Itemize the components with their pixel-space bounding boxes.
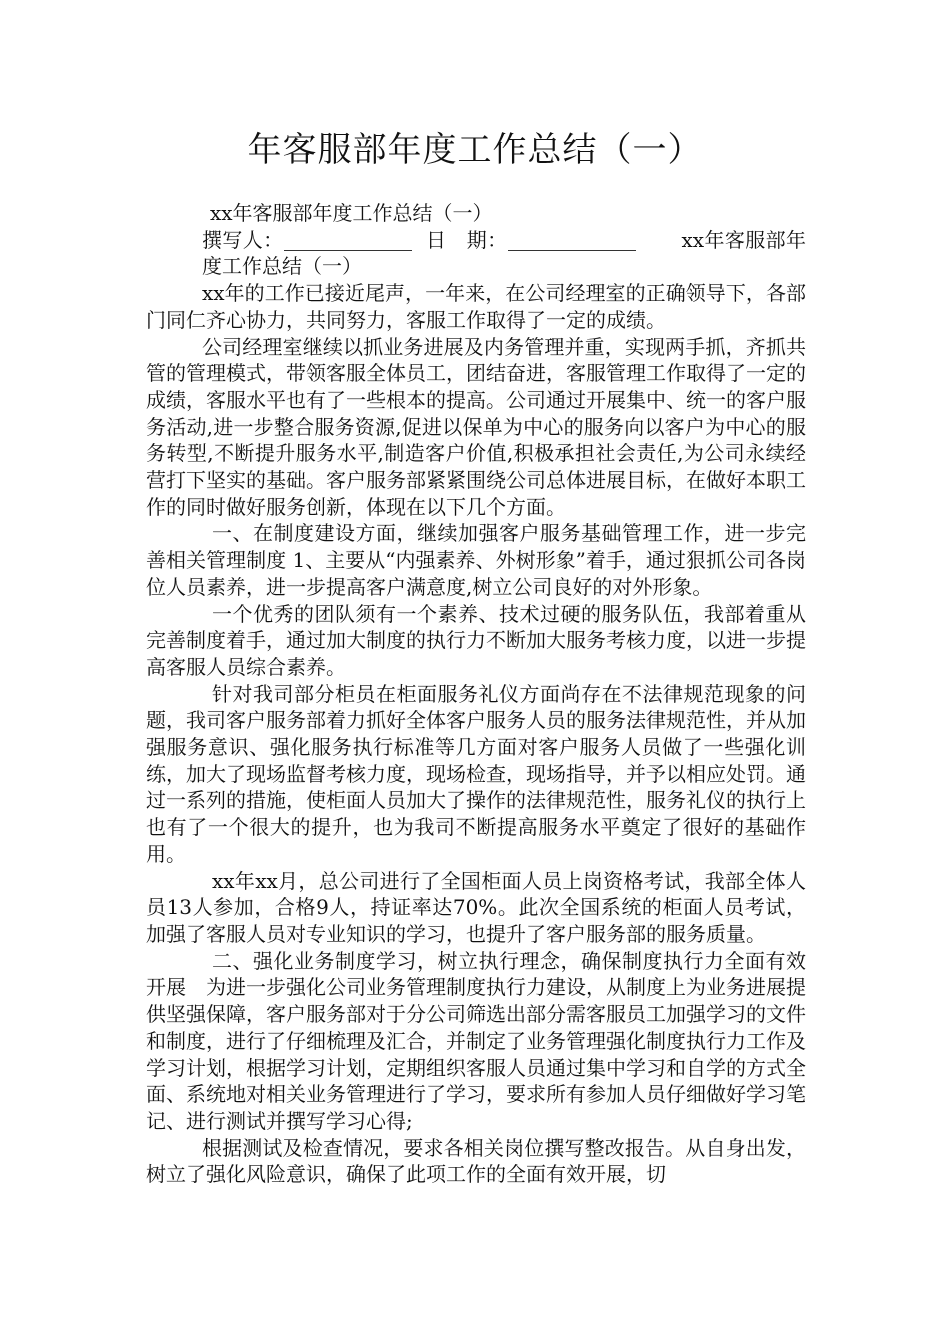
- document-body: [146, 200, 806, 1188]
- date-label: 日 期：: [425, 227, 508, 252]
- author-label: 撰写人：: [202, 227, 284, 252]
- paragraph: 一个优秀的团队须有一个素养、技术过硬的服务队伍，我部着重从完善制度着手，通过加大制度的执行力不断加大服务考核力度，以进一步提高客服人员综合素养。: [146, 601, 806, 679]
- author-blank: [284, 230, 412, 251]
- document-meta-line: [146, 227, 806, 280]
- paragraph: 二、强化业务制度学习，树立执行理念，确保制度执行力全面有效开展 为进一步强化公司业务管理制度执行力建设，从制度上为业务进展提供坚强保障，客户服务部对于分公司筛选出部分需客服员工加强学习的文件和制度，进行了仔细梳理及汇合，并制定了业务管理强化制度执行力工作及学习计划，根据学习计划，定期组织客服人员通过集中学习和自学的方式全面、系统地对相关业务管理进行了学习，要求所有参加人员仔细做好学习笔记、进行测试并撰写学习心得;: [146, 948, 806, 1133]
- paragraph: 针对我司部分柜员在柜面服务礼仪方面尚存在不法律规范现象的问题，我司客户服务部着力抓好全体客户服务人员的服务法律规范性，并从加强服务意识、强化服务执行标准等几方面对客户服务人员做了一些强化训练，加大了现场监督考核力度，现场检查，现场指导，并予以相应处罚。通过一系列的措施，使柜面人员加大了操作的法律规范性，服务礼仪的执行上也有了一个很大的提升，也为我司不断提高服务水平奠定了很好的基础作用。: [146, 681, 806, 866]
- paragraph: 根据测试及检查情况，要求各相关岗位撰写整改报告。从自身出发，树立了强化风险意识，确保了此项工作的全面有效开展，切: [146, 1135, 806, 1187]
- paragraph: 一、在制度建设方面，继续加强客户服务基础管理工作，进一步完善相关管理制度 1、主要从“内强素养、外树形象”着手，通过狠抓公司各岗位人员素养，进一步提高客户满意度,树立公司良好的对外形象。: [146, 521, 806, 599]
- paragraph: 公司经理室继续以抓业务进展及内务管理并重，实现两手抓，齐抓共管的管理模式，带领客服全体员工，团结奋进，客服管理工作取得了一定的成绩，客服水平也有了一些根本的提高。公司通过开展集中、统一的客户服务活动,进一步整合服务资源,促进以保单为中心的服务向以客户为中心的服务转型,不断提升服务水平,制造客户价值,积极承担社会责任,为公司永续经营打下坚实的基础。客户服务部紧紧围绕公司总体进展目标，在做好本职工作的同时做好服务创新，体现在以下几个方面。: [146, 334, 806, 519]
- date-blank: [508, 230, 636, 251]
- document-subtitle: xx年客服部年度工作总结（一）: [210, 201, 493, 225]
- document-title: 年客服部年度工作总结（一）: [247, 130, 703, 170]
- paragraph: xx年的工作已接近尾声，一年来，在公司经理室的正确领导下，各部门同仁齐心协力，共同努力，客服工作取得了一定的成绩。: [146, 281, 806, 332]
- meta-trailing-text: xx年客服部年度工作总结（一）: [202, 227, 807, 279]
- paragraph: xx年xx月，总公司进行了全国柜面人员上岗资格考试，我部全体人员13人参加，合格9人，持证率达70%。此次全国系统的柜面人员考试，加强了客服人员对专业知识的学习，也提升了客户服务部的服务质量。: [146, 868, 806, 946]
